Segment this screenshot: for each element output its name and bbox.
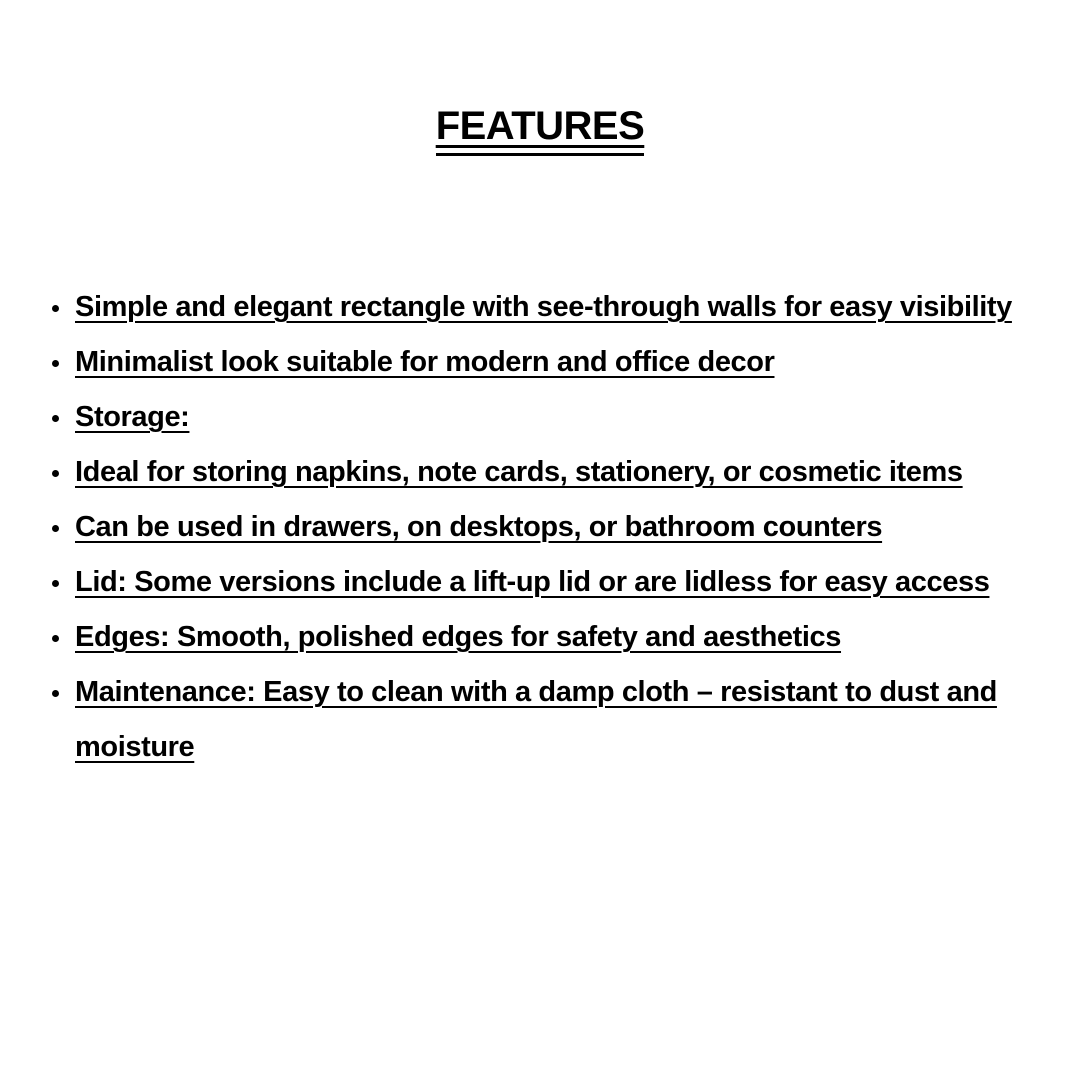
page-title: FEATURES xyxy=(436,103,645,156)
feature-item xyxy=(44,335,1054,390)
feature-item xyxy=(44,610,1054,665)
feature-text: Minimalist look suitable for modern and office decor xyxy=(75,346,775,378)
bullet-icon xyxy=(52,635,59,642)
feature-item xyxy=(44,445,1054,500)
bullet-icon xyxy=(52,580,59,587)
features-list xyxy=(44,280,1054,775)
title-container xyxy=(0,103,1080,156)
feature-item xyxy=(44,665,1054,775)
feature-item xyxy=(44,555,1054,610)
bullet-icon xyxy=(52,525,59,532)
feature-text: Lid: Some versions include a lift-up lid or are lidless for easy access xyxy=(75,566,990,598)
feature-text: Can be used in drawers, on desktops, or bathroom counters xyxy=(75,511,883,543)
bullet-icon xyxy=(52,470,59,477)
bullet-icon xyxy=(52,690,59,697)
bullet-icon xyxy=(52,360,59,367)
feature-item xyxy=(44,280,1054,335)
feature-item xyxy=(44,500,1054,555)
bullet-icon xyxy=(52,415,59,422)
feature-text: Ideal for storing napkins, note cards, stationery, or cosmetic items xyxy=(75,456,963,488)
feature-text: Simple and elegant rectangle with see-through walls for easy visibility xyxy=(75,291,1012,323)
feature-text: Edges: Smooth, polished edges for safety and aesthetics xyxy=(75,621,842,653)
bullet-icon xyxy=(52,305,59,312)
feature-text: Storage: xyxy=(75,401,190,433)
feature-item xyxy=(44,390,1054,445)
feature-text: Maintenance: Easy to clean with a damp cloth – resistant to dust and moisture xyxy=(75,676,997,763)
